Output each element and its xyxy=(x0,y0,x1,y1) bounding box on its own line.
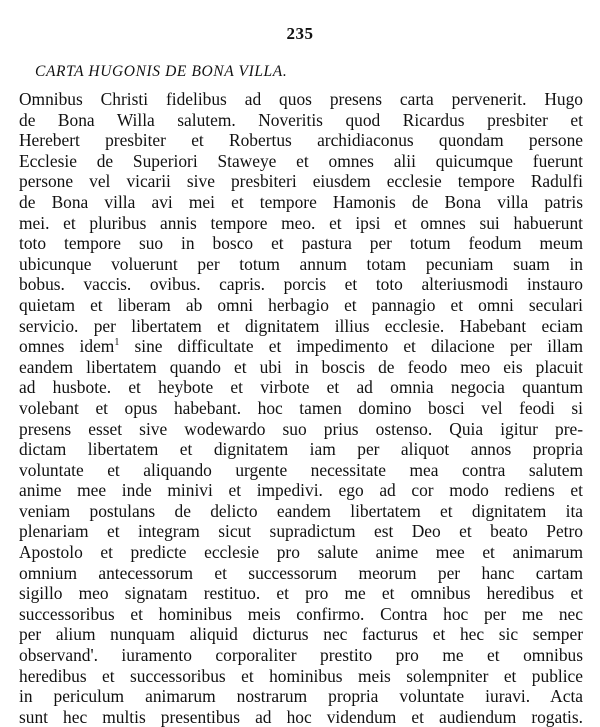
text-line: presens esset sive wodewardo suo prius ostenso. Quia igitur pre- xyxy=(19,418,583,439)
text-line: mei. et pluribus annis tempore meo. et ipsi et omnes sui habuerunt xyxy=(19,212,583,233)
text-line-start: omnes idem xyxy=(19,336,115,357)
text-line: anime mee inde minivi et impedivi. ego ad cor modo rediens et xyxy=(19,480,583,501)
text-line: bobus. vaccis. ovibus. capris. porcis et toto alteriusmodi instauro xyxy=(19,274,583,295)
text-line: successoribus et hominibus meis confirmo. Contra hoc per me nec xyxy=(19,603,583,624)
text-line: Omnibus Christi fidelibus ad quos presens carta pervenerit. Hugo xyxy=(19,89,583,109)
text-line: sunt hec multis presentibus ad hoc videndum et audiendum rogatis. xyxy=(19,706,583,727)
text-line: plenariam et integram sicut supradictum est Deo et beato Petro xyxy=(19,521,583,542)
footnote-marker: 1 xyxy=(114,337,120,349)
text-line: de Bona Willa salutem. Noveritis quod Ricardus presbiter et xyxy=(19,109,583,130)
text-line-end: sine difficultate et impedimento et dilacione per illam xyxy=(134,336,583,357)
text-line: ad husbote. et heybote et virbote et ad omnia negocia quantum xyxy=(19,377,583,398)
text-line: persone vel vicarii sive presbiteri eiusdem ecclesie tempore Radulfi xyxy=(19,171,583,192)
text-line: veniam postulans de delicto eandem libertatem et dignitatem ita xyxy=(19,500,583,521)
text-line: toto tempore suo in bosco et pastura per totum feodum meum xyxy=(19,233,583,254)
text-line: in periculum animarum nostrarum propria voluntate iuravi. Acta xyxy=(19,686,583,707)
text-line: Ecclesie de Superiori Staweye et omnes alii quicumque fuerunt xyxy=(19,150,583,171)
text-line: heredibus et successoribus et hominibus meis solempniter et publice xyxy=(19,665,583,686)
text-line: observand'. iuramento corporaliter prestito pro me et omnibus xyxy=(19,645,583,666)
text-line: dictam libertatem et dignitatem iam per aliquot annos propria xyxy=(19,439,583,460)
page-number: 235 xyxy=(286,24,314,43)
text-line: voluntate et aliquando urgente necessitate mea contra salutem xyxy=(19,459,583,480)
text-line: de Bona villa avi mei et tempore Hamonis de Bona villa patris xyxy=(19,191,583,212)
text-line: omnium antecessorum et successorum meorum per hanc cartam xyxy=(19,562,583,583)
text-line: quietam et liberam ab omni herbagio et pannagio et omni seculari xyxy=(19,294,583,315)
text-line: volebant et opus habebant. hoc tamen domino bosci vel feodi si xyxy=(19,397,583,418)
charter-title: CARTA HUGONIS DE BONA VILLA. xyxy=(35,63,288,80)
text-line-with-footnote xyxy=(19,336,583,357)
text-line: ubicunque voluerunt per totum annum totam pecuniam suam in xyxy=(19,253,583,274)
text-line: Apostolo et predicte ecclesie pro salute anime mee et animarum xyxy=(19,542,583,563)
text-line: servicio. per libertatem et dignitatem illius ecclesie. Habebant eciam xyxy=(19,315,583,336)
text-line: sigillo meo signatam restituo. et pro me et omnibus heredibus et xyxy=(19,583,583,604)
charter-body xyxy=(19,89,583,727)
text-line: Herebert presbiter et Robertus archidiaconus quondam persone xyxy=(19,130,583,151)
text-line: per alium nunquam aliquid dicturus nec facturus et hec sic semper xyxy=(19,624,583,645)
text-line: eandem libertatem quando et ubi in boscis de feodo meo eis placuit xyxy=(19,356,583,377)
